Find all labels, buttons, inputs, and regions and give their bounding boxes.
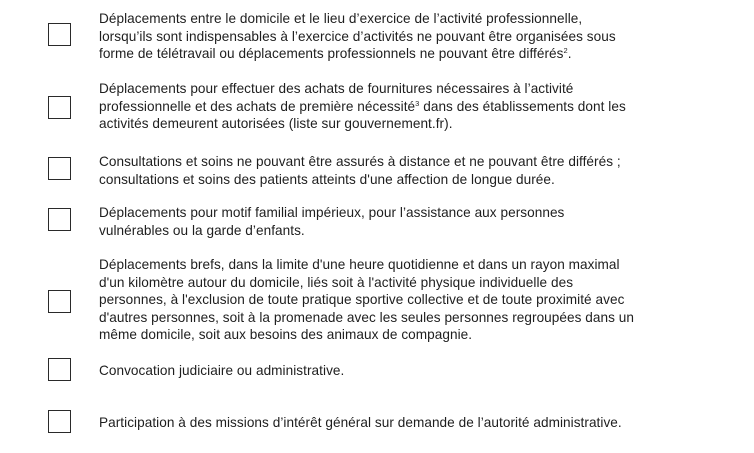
option-essential-purchases-text bbox=[99, 80, 739, 133]
footnote-marker: 2 bbox=[563, 46, 568, 55]
checkbox-short-outing[interactable] bbox=[48, 290, 71, 313]
text-line: d'un kilomètre autour du domicile, liés soit à l'activité physique individuelle des bbox=[99, 274, 574, 290]
text-line: d'autres personnes, soit à la promenade avec les seules personnes regroupées dans un bbox=[99, 309, 635, 325]
option-work-commute-text bbox=[99, 10, 739, 63]
text-line: consultations et soins des patients atteints d'une affection de longue durée. bbox=[99, 171, 555, 187]
text-line: Convocation judiciaire ou administrative. bbox=[99, 363, 345, 378]
checkbox-family-reasons[interactable] bbox=[48, 208, 71, 231]
text-segment: dans des établissements dont les bbox=[419, 98, 626, 114]
text-line: Participation à des missions d’intérêt général sur demande de l’autorité administrative. bbox=[99, 415, 622, 430]
option-family-reasons-text bbox=[99, 204, 739, 239]
text-line: Déplacements pour effectuer des achats de fournitures nécessaires à l’activité bbox=[99, 81, 574, 96]
checkbox-medical-care[interactable] bbox=[48, 157, 71, 180]
text-line: Consultations et soins ne pouvant être assurés à distance et ne pouvant être différés ; bbox=[99, 154, 621, 169]
text-line: personnes, à l'exclusion de toute pratique sportive collective et de toute proximité avec bbox=[99, 292, 625, 307]
checkbox-judicial-summons[interactable] bbox=[48, 358, 71, 381]
text-line: activités demeurent autorisées (liste sur gouvernement.fr). bbox=[99, 116, 453, 131]
text-line-with-footnote bbox=[99, 45, 739, 63]
text-segment: professionnelle et des achats de première nécessité bbox=[99, 98, 416, 114]
text-line: lorsqu’ils sont indispensables à l’exercice d’activités ne pouvant être organisées sous bbox=[99, 28, 616, 44]
text-line: Déplacements brefs, dans la limite d'une heure quotidienne et dans un rayon maximal bbox=[99, 257, 620, 272]
text-line: vulnérables ou la garde d’enfants. bbox=[99, 222, 305, 238]
checkbox-work-commute[interactable] bbox=[48, 23, 71, 46]
text-line: Déplacements pour motif familial impérieux, pour l’assistance aux personnes bbox=[99, 205, 565, 220]
checkbox-general-interest-mission[interactable] bbox=[48, 410, 71, 433]
text-segment: forme de télétravail ou déplacements professionnels ne pouvant être différés bbox=[99, 46, 564, 61]
text-segment: . bbox=[567, 46, 572, 61]
text-line-with-footnote bbox=[99, 98, 739, 116]
option-general-interest-mission-text bbox=[99, 414, 739, 432]
text-line: même domicile, soit aux besoins des animaux de compagnie. bbox=[99, 327, 473, 342]
option-short-outing-text bbox=[99, 256, 739, 344]
option-medical-care-text bbox=[99, 153, 739, 188]
checkbox-essential-purchases[interactable] bbox=[48, 96, 71, 119]
option-judicial-summons-text bbox=[99, 362, 739, 380]
footnote-marker: 3 bbox=[415, 98, 420, 108]
text-line: Déplacements entre le domicile et le lieu d’exercice de l’activité professionnelle, bbox=[99, 11, 583, 26]
